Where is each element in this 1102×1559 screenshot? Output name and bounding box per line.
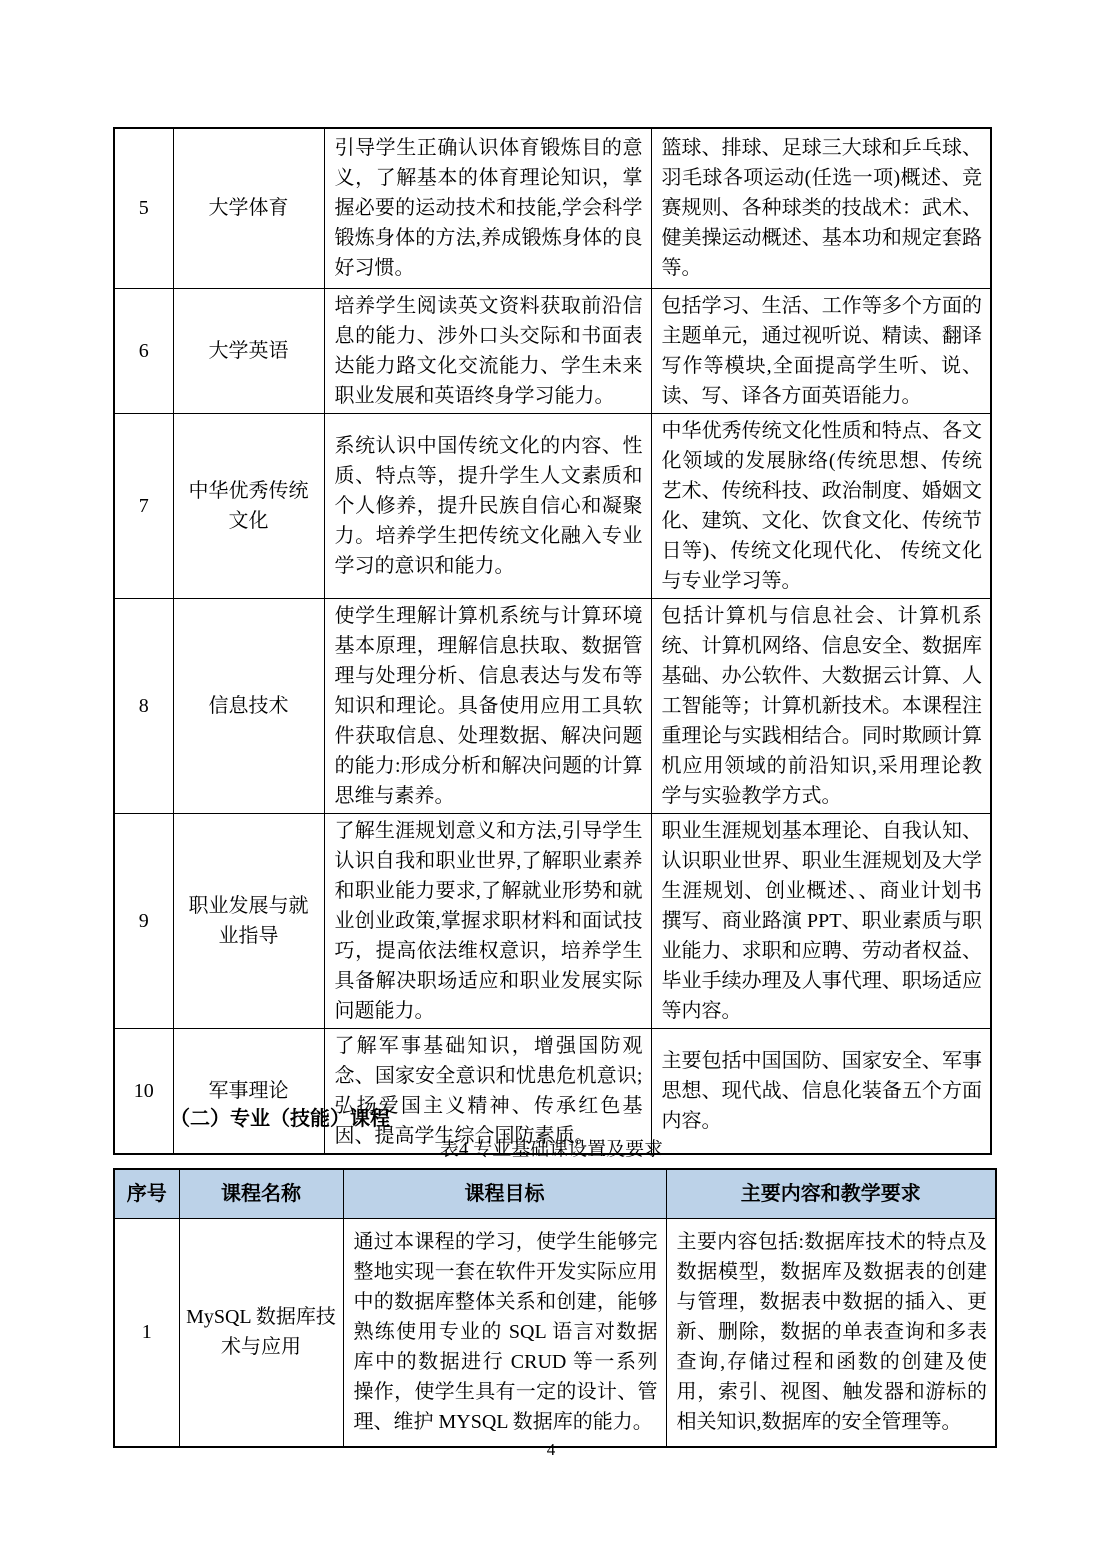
course-no: 9 xyxy=(114,813,173,1028)
professional-basic-course-table xyxy=(113,1168,997,1448)
course-name: MySQL 数据库技术与应用 xyxy=(179,1219,343,1447)
table-header-row xyxy=(114,1169,996,1219)
course-name: 军事理论 xyxy=(173,1028,324,1154)
course-content: 包括学习、生活、工作等多个方面的主题单元，通过视听说、精读、翻译写作等模块,全面提高学生听、说、读、写、译各方面英语能力。 xyxy=(651,288,991,413)
page-number: 4 xyxy=(546,1440,556,1459)
course-no: 5 xyxy=(114,128,173,288)
public-course-table xyxy=(113,127,992,1155)
course-no: 8 xyxy=(114,598,173,813)
course-no: 6 xyxy=(114,288,173,413)
course-no: 7 xyxy=(114,413,173,598)
course-goal: 系统认识中国传统文化的内容、性质、特点等，提升学生人文素质和个人修养，提升民族自信心和凝聚力。培养学生把传统文化融入专业学习的意识和能力。 xyxy=(324,413,651,598)
course-no: 1 xyxy=(114,1219,179,1447)
course-name: 信息技术 xyxy=(173,598,324,813)
table4-caption: 表4 专业基础课设置及要求 xyxy=(439,1139,664,1160)
table-row xyxy=(114,813,991,1028)
course-content: 篮球、排球、足球三大球和乒乓球、羽毛球各项运动(任选一项)概述、竞赛规则、各种球类的技战术：武术、健美操运动概述、基本功和规定套路等。 xyxy=(651,128,991,288)
course-name: 大学体育 xyxy=(173,128,324,288)
course-content: 包括计算机与信息社会、计算机系统、计算机网络、信息安全、数据库基础、办公软件、大数据云计算、人工智能等；计算机新技术。本课程注重理论与实践相结合。同时欺顾计算机应用领域的前沿知识,采用理论教学与实验教学方式。 xyxy=(651,598,991,813)
table-row xyxy=(114,413,991,598)
course-content: 主要内容包括:数据库技术的特点及数据模型，数据库及数据表的创建与管理，数据表中数据的插入、更新、删除，数据的单表查询和多表查询,存储过程和函数的创建及使用，索引、视图、触发器和游标的相关知识,数据库的安全管理等。 xyxy=(666,1219,996,1447)
table-row xyxy=(114,1028,991,1154)
course-goal: 通过本课程的学习，使学生能够完整地实现一套在软件开发实际应用中的数据库整体关系和创建，能够熟练使用专业的 SQL 语言对数据库中的数据进行 CRUD 等一系列操作，使学生具有一定的设计、管理、维护 MYSQL 数据库的能力。 xyxy=(343,1219,666,1447)
course-goal: 使学生理解计算机系统与计算环境基本原理，理解信息扶取、数据管理与处理分析、信息表达与发布等知识和理论。具备使用应用工具软件获取信息、处理数据、解决问题的能力:形成分析和解决问题的计算思维与素养。 xyxy=(324,598,651,813)
course-content: 主要包括中国国防、国家安全、军事思想、现代战、信息化装备五个方面内容。 xyxy=(651,1028,991,1154)
course-content: 中华优秀传统文化性质和特点、各文化领域的发展脉络(传统思想、传统艺术、传统科技、政治制度、婚姻文化、建筑、文化、饮食文化、传统节日等)、传统文化现代化、 传统文化与专业学习等。 xyxy=(651,413,991,598)
course-name: 职业发展与就业指导 xyxy=(173,813,324,1028)
header-goal: 课程目标 xyxy=(343,1169,666,1219)
course-goal: 引导学生正确认识体育锻炼目的意义，了解基本的体育理论知识，掌握必要的运动技术和技能,学会科学锻炼身体的方法,养成锻炼身体的良好习惯。 xyxy=(324,128,651,288)
course-goal: 了解军事基础知识，增强国防观念、国家安全意识和忧患危机意识;弘扬爱国主义精神、传承红色基因、提高学生综合国防素质。 xyxy=(324,1028,651,1154)
course-name: 大学英语 xyxy=(173,288,324,413)
table-row xyxy=(114,598,991,813)
course-name: 中华优秀传统文化 xyxy=(173,413,324,598)
section-heading: （二）专业（技能）课程 xyxy=(170,1108,390,1130)
table-row xyxy=(114,288,991,413)
course-goal: 了解生涯规划意义和方法,引导学生认识自我和职业世界,了解职业素养和职业能力要求,了解就业形势和就业创业政策,掌握求职材料和面试技巧，提高依法维权意识，培养学生具备解决职场适应和职业发展实际问题能力。 xyxy=(324,813,651,1028)
header-name: 课程名称 xyxy=(179,1169,343,1219)
course-goal: 培养学生阅读英文资料获取前沿信息的能力、涉外口头交际和书面表达能力路文化交流能力、学生未来职业发展和英语终身学习能力。 xyxy=(324,288,651,413)
header-no: 序号 xyxy=(114,1169,179,1219)
course-content: 职业生涯规划基本理论、自我认知、认识职业世界、职业生涯规划及大学生涯规划、创业概述、、商业计划书撰写、商业路演 PPT、职业素质与职业能力、求职和应聘、劳动者权益、毕业手续办理及人事代理、职场适应等内容。 xyxy=(651,813,991,1028)
course-no: 10 xyxy=(114,1028,173,1154)
table-row xyxy=(114,1219,996,1447)
header-content: 主要内容和教学要求 xyxy=(666,1169,996,1219)
table-row xyxy=(114,128,991,288)
